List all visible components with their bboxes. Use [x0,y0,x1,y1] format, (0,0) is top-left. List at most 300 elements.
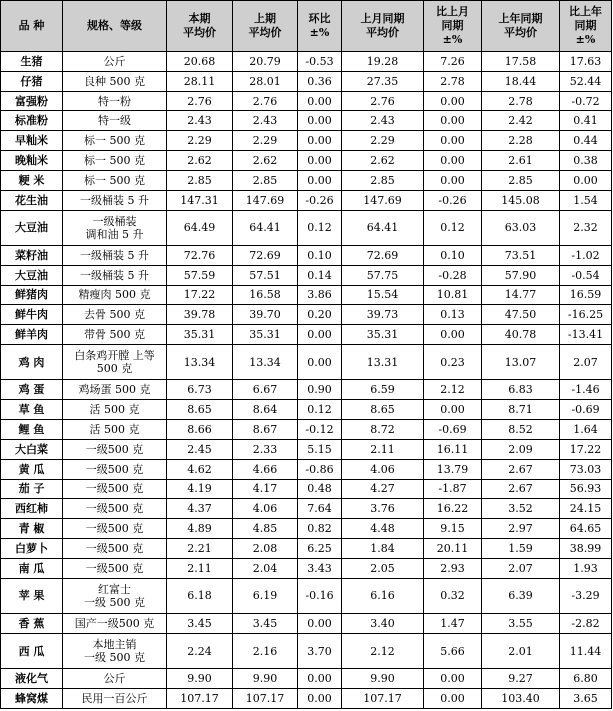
last-month-change-cell: 7.26 [424,52,482,72]
previous-avg-cell: 4.17 [233,479,298,499]
table-row [1,91,612,111]
last-year-change-cell: 2.32 [560,210,612,245]
last-year-change-cell: 6.80 [560,669,612,689]
last-month-change-cell: 16.22 [424,499,482,519]
period-change-cell: -0.53 [298,52,342,72]
last-month-avg-cell: 2.43 [342,111,424,131]
last-year-avg-cell: 13.07 [482,345,560,380]
last-year-change-cell: 11.44 [560,633,612,668]
last-year-change-cell: 17.63 [560,52,612,72]
period-change-cell: 7.64 [298,499,342,519]
last-year-avg-cell: 2.67 [482,459,560,479]
previous-avg-cell: 6.19 [233,578,298,613]
col-header-item: 品 种 [1,1,63,52]
last-month-change-cell: 0.00 [424,131,482,151]
last-month-avg-cell: 6.16 [342,578,424,613]
table-row [1,52,612,72]
previous-avg-cell: 20.79 [233,52,298,72]
current-avg-cell: 57.59 [167,265,233,285]
last-month-avg-cell: 2.05 [342,558,424,578]
period-change-cell: 0.00 [298,131,342,151]
last-year-avg-cell: 2.01 [482,633,560,668]
last-year-avg-cell: 2.67 [482,479,560,499]
current-avg-cell: 2.85 [167,170,233,190]
item-name: 花生油 [1,190,63,210]
last-month-avg-cell: 3.40 [342,614,424,634]
last-month-avg-cell: 13.31 [342,345,424,380]
last-month-avg-cell: 107.17 [342,689,424,709]
last-month-change-cell: 1.47 [424,614,482,634]
last-year-avg-cell: 2.61 [482,151,560,171]
table-row [1,669,612,689]
previous-avg-cell: 2.43 [233,111,298,131]
period-change-cell: 0.48 [298,479,342,499]
last-year-avg-cell: 57.90 [482,265,560,285]
period-change-cell: 0.00 [298,325,342,345]
table-row [1,519,612,539]
item-name: 黄 瓜 [1,459,63,479]
table-row [1,479,612,499]
last-month-change-cell: 0.00 [424,669,482,689]
spec-cell: 国产一级500 克 [63,614,167,634]
last-month-avg-cell: 4.27 [342,479,424,499]
last-year-change-cell: 0.38 [560,151,612,171]
last-year-avg-cell: 9.27 [482,669,560,689]
last-month-avg-cell: 57.75 [342,265,424,285]
spec-cell: 红富士 一级 500 克 [63,578,167,613]
period-change-cell: 0.10 [298,245,342,265]
spec-cell: 特一粉 [63,91,167,111]
spec-cell: 标一 500 克 [63,131,167,151]
table-row [1,633,612,668]
table-row [1,71,612,91]
last-month-avg-cell: 64.41 [342,210,424,245]
last-year-change-cell: -3.29 [560,578,612,613]
period-change-cell: -0.26 [298,190,342,210]
period-change-cell: 0.00 [298,345,342,380]
table-row [1,538,612,558]
table-row [1,111,612,131]
current-avg-cell: 39.78 [167,305,233,325]
table-row [1,245,612,265]
last-year-change-cell: 0.44 [560,131,612,151]
previous-avg-cell: 107.17 [233,689,298,709]
previous-avg-cell: 9.90 [233,669,298,689]
last-year-change-cell: 73.03 [560,459,612,479]
period-change-cell: 0.00 [298,669,342,689]
last-month-avg-cell: 4.48 [342,519,424,539]
table-row [1,190,612,210]
item-name: 晚籼米 [1,151,63,171]
last-month-avg-cell: 2.85 [342,170,424,190]
current-avg-cell: 2.24 [167,633,233,668]
last-month-change-cell: 0.00 [424,111,482,131]
period-change-cell: 0.14 [298,265,342,285]
current-avg-cell: 8.66 [167,420,233,440]
last-month-change-cell: 2.93 [424,558,482,578]
current-avg-cell: 2.43 [167,111,233,131]
previous-avg-cell: 147.69 [233,190,298,210]
item-name: 富强粉 [1,91,63,111]
last-month-change-cell: 0.12 [424,210,482,245]
current-avg-cell: 2.29 [167,131,233,151]
item-name: 青 椒 [1,519,63,539]
previous-avg-cell: 2.16 [233,633,298,668]
last-month-avg-cell: 4.06 [342,459,424,479]
last-month-change-cell: 0.00 [424,151,482,171]
last-month-avg-cell: 3.76 [342,499,424,519]
last-month-avg-cell: 2.62 [342,151,424,171]
period-change-cell: 0.12 [298,210,342,245]
spec-cell: 公斤 [63,669,167,689]
last-year-avg-cell: 2.28 [482,131,560,151]
col-header-current-avg: 本期 平均价 [167,1,233,52]
last-year-change-cell: -0.69 [560,400,612,420]
last-year-avg-cell: 2.78 [482,91,560,111]
period-change-cell: 0.90 [298,380,342,400]
item-name: 仔猪 [1,71,63,91]
last-year-avg-cell: 1.59 [482,538,560,558]
period-change-cell: 3.43 [298,558,342,578]
period-change-cell: 0.00 [298,614,342,634]
last-year-change-cell: -2.82 [560,614,612,634]
last-month-avg-cell: 8.65 [342,400,424,420]
period-change-cell: -0.86 [298,459,342,479]
previous-avg-cell: 2.04 [233,558,298,578]
item-name: 鲜羊肉 [1,325,63,345]
last-month-avg-cell: 15.54 [342,285,424,305]
last-month-change-cell: 2.78 [424,71,482,91]
current-avg-cell: 20.68 [167,52,233,72]
last-year-avg-cell: 6.83 [482,380,560,400]
col-header-period-change: 环比 ±% [298,1,342,52]
period-change-cell: 0.82 [298,519,342,539]
last-year-change-cell: 17.22 [560,439,612,459]
current-avg-cell: 72.76 [167,245,233,265]
last-month-avg-cell: 2.76 [342,91,424,111]
period-change-cell: 0.12 [298,400,342,420]
previous-avg-cell: 72.69 [233,245,298,265]
previous-avg-cell: 2.08 [233,538,298,558]
table-row [1,305,612,325]
last-month-change-cell: 0.00 [424,170,482,190]
spec-cell: 一级500 克 [63,459,167,479]
table-row [1,439,612,459]
spec-cell: 一级500 克 [63,499,167,519]
current-avg-cell: 2.45 [167,439,233,459]
current-avg-cell: 4.89 [167,519,233,539]
item-name: 鲤 鱼 [1,420,63,440]
last-year-avg-cell: 3.52 [482,499,560,519]
last-month-change-cell: -0.28 [424,265,482,285]
item-name: 粳 米 [1,170,63,190]
col-header-previous-avg: 上期 平均价 [233,1,298,52]
previous-avg-cell: 4.85 [233,519,298,539]
last-year-avg-cell: 17.58 [482,52,560,72]
spec-cell: 一级500 克 [63,479,167,499]
current-avg-cell: 4.19 [167,479,233,499]
previous-avg-cell: 4.06 [233,499,298,519]
current-avg-cell: 2.21 [167,538,233,558]
last-year-avg-cell: 145.08 [482,190,560,210]
last-month-change-cell: 0.00 [424,91,482,111]
last-month-change-cell: 16.11 [424,439,482,459]
item-name: 生猪 [1,52,63,72]
last-year-change-cell: -13.41 [560,325,612,345]
last-month-change-cell: 0.00 [424,400,482,420]
last-month-avg-cell: 2.12 [342,633,424,668]
spec-cell: 一级桶装 5 升 [63,190,167,210]
last-year-avg-cell: 2.42 [482,111,560,131]
last-year-change-cell: 64.65 [560,519,612,539]
spec-cell: 本地主销 一级 500 克 [63,633,167,668]
last-year-avg-cell: 103.40 [482,689,560,709]
item-name: 菜籽油 [1,245,63,265]
period-change-cell: 0.36 [298,71,342,91]
table-row [1,380,612,400]
item-name: 香 蕉 [1,614,63,634]
table-row [1,499,612,519]
current-avg-cell: 28.11 [167,71,233,91]
last-month-change-cell: 0.13 [424,305,482,325]
item-name: 标准粉 [1,111,63,131]
period-change-cell: 5.15 [298,439,342,459]
period-change-cell: 0.00 [298,91,342,111]
period-change-cell: 0.00 [298,170,342,190]
item-name: 苹 果 [1,578,63,613]
previous-avg-cell: 8.64 [233,400,298,420]
last-year-change-cell: 16.59 [560,285,612,305]
item-name: 鲜猪肉 [1,285,63,305]
last-month-change-cell: -0.26 [424,190,482,210]
previous-avg-cell: 57.51 [233,265,298,285]
last-month-avg-cell: 39.73 [342,305,424,325]
spec-cell: 鸡场蛋 500 克 [63,380,167,400]
item-name: 鸡 肉 [1,345,63,380]
current-avg-cell: 4.37 [167,499,233,519]
last-year-change-cell: 3.65 [560,689,612,709]
table-row [1,420,612,440]
current-avg-cell: 64.49 [167,210,233,245]
last-month-avg-cell: 19.28 [342,52,424,72]
current-avg-cell: 13.34 [167,345,233,380]
previous-avg-cell: 64.41 [233,210,298,245]
last-year-avg-cell: 6.39 [482,578,560,613]
spec-cell: 一级桶装 5 升 [63,245,167,265]
previous-avg-cell: 8.67 [233,420,298,440]
last-year-change-cell: -0.54 [560,265,612,285]
spec-cell: 标一 500 克 [63,151,167,171]
item-name: 大豆油 [1,210,63,245]
table-row [1,578,612,613]
last-year-avg-cell: 2.97 [482,519,560,539]
last-year-avg-cell: 2.07 [482,558,560,578]
last-year-change-cell: -1.02 [560,245,612,265]
previous-avg-cell: 2.62 [233,151,298,171]
last-month-change-cell: 2.12 [424,380,482,400]
item-name: 南 瓜 [1,558,63,578]
item-name: 蜂窝煤 [1,689,63,709]
current-avg-cell: 3.45 [167,614,233,634]
last-year-change-cell: 38.99 [560,538,612,558]
current-avg-cell: 4.62 [167,459,233,479]
spec-cell: 白条鸡开膛 上等 500 克 [63,345,167,380]
last-year-change-cell: 24.15 [560,499,612,519]
last-month-avg-cell: 6.59 [342,380,424,400]
current-avg-cell: 6.73 [167,380,233,400]
last-year-avg-cell: 2.85 [482,170,560,190]
table-row [1,614,612,634]
current-avg-cell: 2.11 [167,558,233,578]
table-row [1,400,612,420]
last-month-change-cell: 10.81 [424,285,482,305]
last-year-avg-cell: 2.09 [482,439,560,459]
previous-avg-cell: 13.34 [233,345,298,380]
current-avg-cell: 9.90 [167,669,233,689]
col-header-last-month-avg: 上月同期 平均价 [342,1,424,52]
last-year-change-cell: 52.44 [560,71,612,91]
current-avg-cell: 6.18 [167,578,233,613]
previous-avg-cell: 6.67 [233,380,298,400]
table-row [1,325,612,345]
last-month-change-cell: 5.66 [424,633,482,668]
previous-avg-cell: 2.85 [233,170,298,190]
spec-cell: 活 500 克 [63,400,167,420]
previous-avg-cell: 35.31 [233,325,298,345]
col-header-last-month-change: 比上月 同期 ±% [424,1,482,52]
item-name: 鸡 蛋 [1,380,63,400]
last-year-avg-cell: 3.55 [482,614,560,634]
last-month-change-cell: 0.00 [424,689,482,709]
last-year-change-cell: 0.00 [560,170,612,190]
period-change-cell: 0.00 [298,151,342,171]
previous-avg-cell: 2.29 [233,131,298,151]
col-header-last-year-change: 比上年 同期 ±% [560,1,612,52]
table-row [1,558,612,578]
last-year-avg-cell: 8.71 [482,400,560,420]
period-change-cell: -0.16 [298,578,342,613]
previous-avg-cell: 2.76 [233,91,298,111]
last-year-avg-cell: 8.52 [482,420,560,440]
col-header-spec: 规格、等级 [63,1,167,52]
last-month-change-cell: -1.87 [424,479,482,499]
item-name: 鲜牛肉 [1,305,63,325]
current-avg-cell: 35.31 [167,325,233,345]
table-row [1,459,612,479]
last-year-change-cell: 1.93 [560,558,612,578]
last-year-change-cell: 1.64 [560,420,612,440]
period-change-cell: 6.25 [298,538,342,558]
last-month-change-cell: 9.15 [424,519,482,539]
last-year-change-cell: 0.41 [560,111,612,131]
table-row [1,170,612,190]
last-year-avg-cell: 18.44 [482,71,560,91]
period-change-cell: 3.86 [298,285,342,305]
period-change-cell: 3.70 [298,633,342,668]
item-name: 草 鱼 [1,400,63,420]
spec-cell: 活 500 克 [63,420,167,440]
current-avg-cell: 147.31 [167,190,233,210]
table-row [1,210,612,245]
last-year-change-cell: -16.25 [560,305,612,325]
header-row [1,1,612,52]
spec-cell: 标一 500 克 [63,170,167,190]
last-month-avg-cell: 8.72 [342,420,424,440]
item-name: 大白菜 [1,439,63,459]
last-month-change-cell: 13.79 [424,459,482,479]
current-avg-cell: 17.22 [167,285,233,305]
table-row [1,131,612,151]
item-name: 白萝卜 [1,538,63,558]
last-year-avg-cell: 63.03 [482,210,560,245]
item-name: 西红柿 [1,499,63,519]
last-month-change-cell: 0.00 [424,325,482,345]
last-month-avg-cell: 27.35 [342,71,424,91]
table-row [1,265,612,285]
previous-avg-cell: 2.33 [233,439,298,459]
period-change-cell: 0.20 [298,305,342,325]
last-month-change-cell: 20.11 [424,538,482,558]
last-year-change-cell: 56.93 [560,479,612,499]
last-year-avg-cell: 14.77 [482,285,560,305]
last-month-change-cell: 0.10 [424,245,482,265]
spec-cell: 一级500 克 [63,538,167,558]
last-year-avg-cell: 47.50 [482,305,560,325]
last-month-change-cell: 0.23 [424,345,482,380]
spec-cell: 带骨 500 克 [63,325,167,345]
last-month-avg-cell: 9.90 [342,669,424,689]
previous-avg-cell: 4.66 [233,459,298,479]
last-year-change-cell: -0.72 [560,91,612,111]
last-month-avg-cell: 35.31 [342,325,424,345]
spec-cell: 公斤 [63,52,167,72]
last-year-change-cell: 1.54 [560,190,612,210]
spec-cell: 一级桶装 5 升 [63,265,167,285]
table-row [1,151,612,171]
last-month-avg-cell: 147.69 [342,190,424,210]
last-month-avg-cell: 72.69 [342,245,424,265]
spec-cell: 精瘦肉 500 克 [63,285,167,305]
item-name: 西 瓜 [1,633,63,668]
last-year-change-cell: 2.07 [560,345,612,380]
spec-cell: 特一级 [63,111,167,131]
current-avg-cell: 2.76 [167,91,233,111]
last-year-change-cell: -1.46 [560,380,612,400]
previous-avg-cell: 16.58 [233,285,298,305]
current-avg-cell: 107.17 [167,689,233,709]
item-name: 早籼米 [1,131,63,151]
last-year-avg-cell: 40.78 [482,325,560,345]
previous-avg-cell: 39.70 [233,305,298,325]
item-name: 液化气 [1,669,63,689]
period-change-cell: 0.00 [298,111,342,131]
item-name: 大豆油 [1,265,63,285]
last-month-avg-cell: 2.11 [342,439,424,459]
previous-avg-cell: 28.01 [233,71,298,91]
table-row [1,689,612,709]
spec-cell: 去骨 500 克 [63,305,167,325]
period-change-cell: -0.12 [298,420,342,440]
table-row [1,345,612,380]
last-month-avg-cell: 2.29 [342,131,424,151]
current-avg-cell: 8.65 [167,400,233,420]
spec-cell: 一级桶装 调和油 5 升 [63,210,167,245]
col-header-last-year-avg: 上年同期 平均价 [482,1,560,52]
spec-cell: 一级500 克 [63,519,167,539]
item-name: 茄 子 [1,479,63,499]
spec-cell: 良种 500 克 [63,71,167,91]
spec-cell: 一级500 克 [63,439,167,459]
